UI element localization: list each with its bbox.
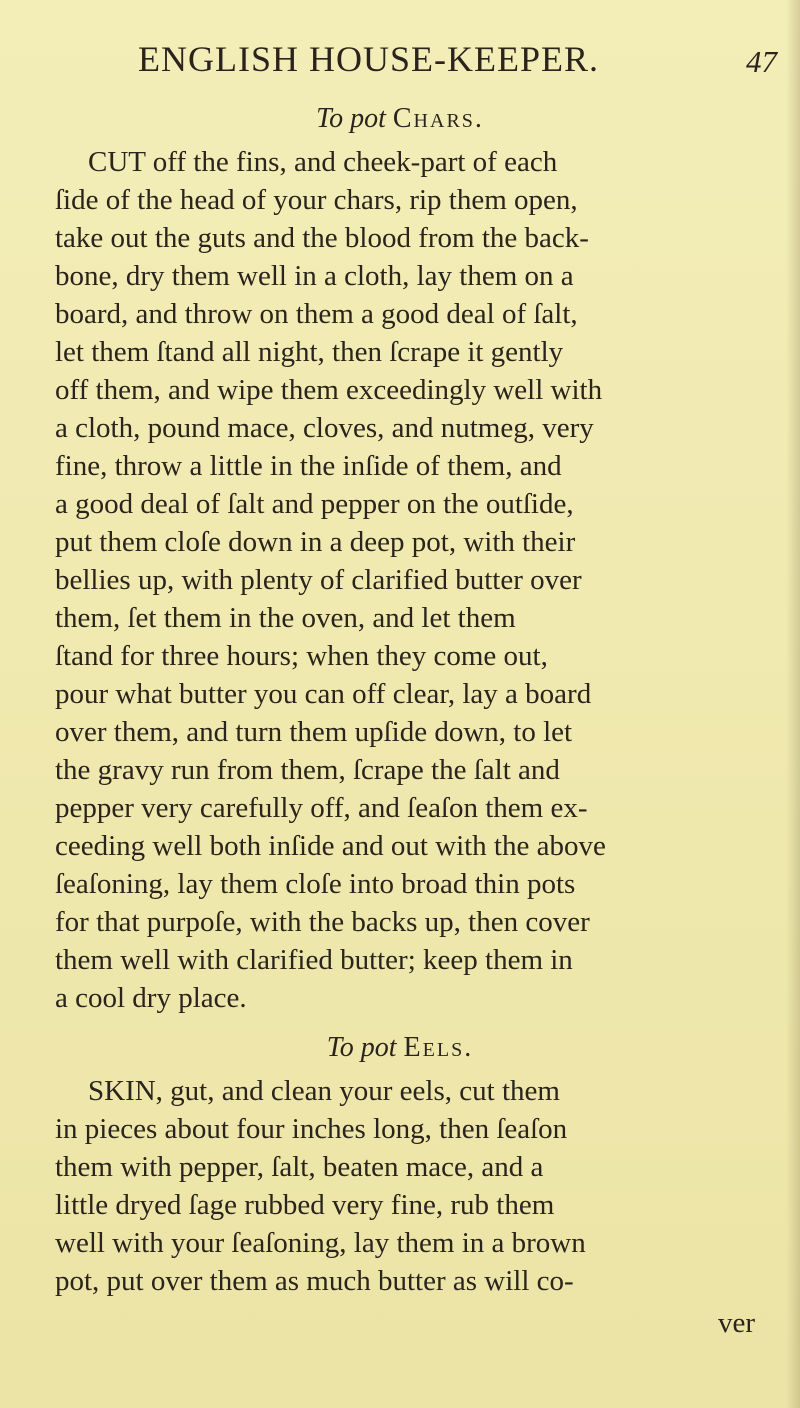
heading-caps: Eels. — [403, 1032, 474, 1063]
catchword: ver — [718, 1307, 756, 1339]
text-line: a good deal of ſalt and pepper on the outſide, — [55, 488, 574, 520]
text-line: well with your ſeaſoning, lay them in a brown — [55, 1227, 586, 1259]
text-line: the gravy run from them, ſcrape the ſalt and — [55, 754, 560, 786]
text-line: fine, throw a little in the inſide of them, and — [55, 450, 562, 482]
text-line: little dryed ſage rubbed very fine, rub them — [55, 1189, 555, 1221]
text-line: them, ſet them in the oven, and let them — [55, 602, 516, 634]
text-line: a cloth, pound mace, cloves, and nutmeg, very — [55, 412, 594, 444]
text-line: bellies up, with plenty of clarified butter over — [55, 564, 582, 596]
text-line: pot, put over them as much butter as will co- — [55, 1265, 574, 1297]
text-line: CUT off the fins, and cheek-part of each — [88, 146, 558, 178]
text-line: let them ſtand all night, then ſcrape it gently — [55, 336, 564, 368]
section-heading-eels — [0, 1032, 800, 1064]
text-line: them with pepper, ſalt, beaten mace, and a — [55, 1151, 544, 1183]
heading-caps: Chars. — [392, 103, 484, 134]
text-line: pepper very carefully off, and ſeaſon them ex- — [55, 792, 588, 824]
text-line: SKIN, gut, and clean your eels, cut them — [88, 1075, 560, 1107]
text-line: in pieces about four inches long, then ſeaſon — [55, 1113, 568, 1145]
text-line: a cool dry place. — [55, 982, 247, 1014]
text-line: board, and throw on them a good deal of ſalt, — [55, 298, 578, 330]
text-line: for that purpoſe, with the backs up, then cover — [55, 906, 590, 938]
text-line: off them, and wipe them exceedingly well with — [55, 374, 603, 406]
text-line: ceeding well both inſide and out with the above — [55, 830, 606, 862]
text-line: over them, and turn them upſide down, to let — [55, 716, 573, 748]
page-number: 47 — [746, 44, 777, 79]
text-line: them well with clarified butter; keep them in — [55, 944, 573, 976]
page-edge-shadow — [786, 0, 800, 1408]
text-line: take out the guts and the blood from the back- — [55, 222, 589, 254]
section-heading-chars — [0, 103, 800, 135]
text-line: bone, dry them well in a cloth, lay them on a — [55, 260, 574, 292]
text-line: pour what butter you can off clear, lay a board — [55, 678, 592, 710]
text-line: ſide of the head of your chars, rip them open, — [55, 184, 578, 216]
heading-italic: To pot — [316, 103, 386, 134]
heading-italic: To pot — [326, 1032, 397, 1063]
text-line: ſtand for three hours; when they come out, — [55, 640, 548, 672]
running-head: ENGLISH HOUSE-KEEPER. — [138, 39, 599, 79]
text-line: put them cloſe down in a deep pot, with their — [55, 526, 576, 558]
text-line: ſeaſoning, lay them cloſe into broad thin pots — [55, 868, 576, 900]
